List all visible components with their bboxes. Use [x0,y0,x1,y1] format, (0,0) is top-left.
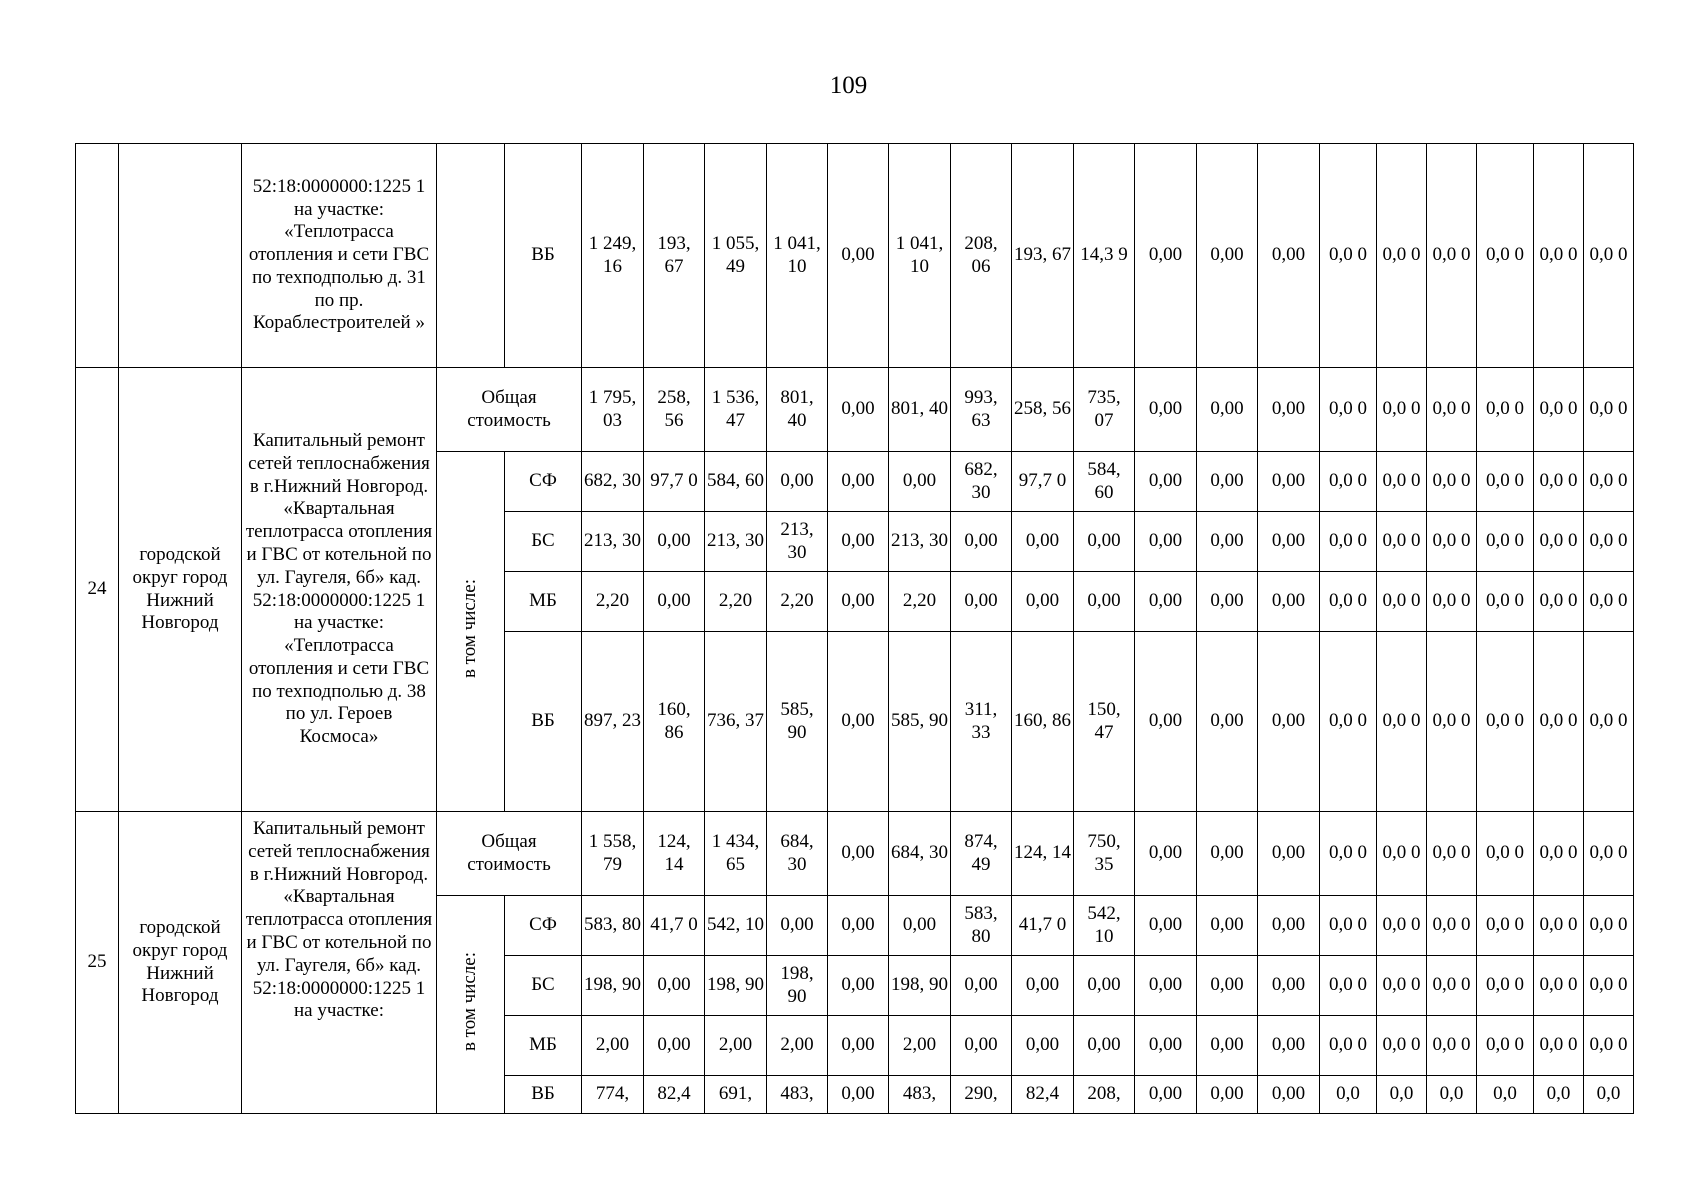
value-cell: 0,0 0 [1320,896,1377,956]
value-cell: 0,00 [1135,144,1197,368]
value-cell: 0,0 0 [1584,572,1634,632]
value-cell: 82,4 [1012,1076,1074,1114]
value-cell: 0,00 [828,812,889,896]
value-cell: 0,00 [1258,368,1320,452]
value-cell: 0,00 [1197,812,1258,896]
value-cell: 1 249, 16 [582,144,644,368]
value-cell: 0,0 0 [1377,512,1427,572]
value-cell: 0,00 [828,896,889,956]
value-cell: 0,0 0 [1534,144,1584,368]
municipality: городской округ город Нижний Новгород [119,368,242,812]
value-cell: 0,0 [1477,1076,1534,1114]
value-cell: 0,0 0 [1477,144,1534,368]
value-cell: 2,00 [705,1016,767,1076]
value-cell: 0,0 0 [1534,812,1584,896]
value-cell: 0,0 0 [1427,956,1477,1016]
value-cell: 0,0 0 [1320,632,1377,812]
value-cell: 0,0 0 [1477,512,1534,572]
funding-source-label: СФ [505,896,582,956]
value-cell: 2,20 [705,572,767,632]
value-cell: 0,0 0 [1377,896,1427,956]
value-cell: 0,00 [1135,896,1197,956]
total-cost-label: Общая стоимость [437,368,582,452]
value-cell: 258, 56 [644,368,705,452]
value-cell: 0,0 0 [1320,452,1377,512]
value-cell: 897, 23 [582,632,644,812]
value-cell: 0,00 [1074,512,1135,572]
funding-source-label: ВБ [505,1076,582,1114]
value-cell: 0,00 [828,1016,889,1076]
value-cell: 0,0 0 [1534,368,1584,452]
row-number [76,144,119,368]
table-row-total [76,368,1634,452]
value-cell: 684, 30 [767,812,828,896]
value-cell: 0,00 [1197,632,1258,812]
value-cell: 585, 90 [767,632,828,812]
value-cell: 1 536, 47 [705,368,767,452]
value-cell: 198, 90 [582,956,644,1016]
value-cell: 0,00 [1012,956,1074,1016]
value-cell: 258, 56 [1012,368,1074,452]
value-cell: 0,0 0 [1477,452,1534,512]
municipality: городской округ город Нижний Новгород [119,812,242,1114]
value-cell: 97,7 0 [644,452,705,512]
municipality [119,144,242,368]
value-cell: 213, 30 [767,512,828,572]
value-cell: 0,00 [951,572,1012,632]
value-cell: 0,00 [828,368,889,452]
value-cell: 41,7 0 [644,896,705,956]
value-cell: 0,0 0 [1534,632,1584,812]
value-cell: 0,00 [1258,1076,1320,1114]
value-cell: 801, 40 [889,368,951,452]
value-cell: 0,0 0 [1534,956,1584,1016]
value-cell: 0,0 0 [1477,1016,1534,1076]
value-cell: 0,00 [1012,572,1074,632]
value-cell: 0,00 [828,144,889,368]
value-cell: 0,0 0 [1377,572,1427,632]
value-cell: 1 041, 10 [889,144,951,368]
value-cell: 0,0 0 [1320,956,1377,1016]
value-cell: 0,0 0 [1534,1016,1584,1076]
project-description: 52:18:0000000:1225 1 на участке: «Теплотрасса отопления и сети ГВС по техподполью д. 31 по пр. Кораблестроителей » [242,144,437,368]
value-cell: 0,0 0 [1320,368,1377,452]
value-cell: 0,00 [1197,1016,1258,1076]
value-cell: 198, 90 [767,956,828,1016]
value-cell: 0,00 [1135,368,1197,452]
value-cell: 0,0 0 [1534,896,1584,956]
value-cell: 0,00 [767,896,828,956]
value-cell: 0,00 [1258,512,1320,572]
value-cell: 993, 63 [951,368,1012,452]
funding-source-label: МБ [505,1016,582,1076]
value-cell: 0,00 [644,956,705,1016]
funding-source-label: СФ [505,452,582,512]
value-cell: 736, 37 [705,632,767,812]
value-cell: 0,00 [1135,572,1197,632]
row-number: 24 [76,368,119,812]
value-cell: 0,0 0 [1320,1016,1377,1076]
value-cell: 0,0 [1427,1076,1477,1114]
in-that-number-label [437,896,505,1114]
value-cell: 97,7 0 [1012,452,1074,512]
value-cell: 0,0 0 [1377,368,1427,452]
funding-table [75,143,1634,1114]
value-cell: 193, 67 [644,144,705,368]
value-cell: 0,0 0 [1584,144,1634,368]
value-cell: 0,0 0 [1427,144,1477,368]
value-cell: 0,00 [644,572,705,632]
value-cell: 0,0 0 [1377,452,1427,512]
value-cell: 684, 30 [889,812,951,896]
value-cell: 0,00 [1135,1076,1197,1114]
value-cell: 0,0 0 [1534,572,1584,632]
value-cell: 0,00 [1258,896,1320,956]
value-cell: 0,0 0 [1377,632,1427,812]
value-cell: 1 055, 49 [705,144,767,368]
value-cell: 0,0 0 [1427,1016,1477,1076]
in-that-number-text: в том числе: [459,578,481,678]
value-cell: 583, 80 [951,896,1012,956]
value-cell: 0,0 0 [1477,632,1534,812]
value-cell: 0,0 [1534,1076,1584,1114]
value-cell: 0,0 0 [1377,1016,1427,1076]
value-cell: 0,00 [1135,452,1197,512]
value-cell: 0,00 [951,512,1012,572]
value-cell: 0,0 0 [1320,572,1377,632]
value-cell: 542, 10 [1074,896,1135,956]
value-cell: 0,00 [828,632,889,812]
value-cell: 0,00 [1197,956,1258,1016]
value-cell: 0,00 [1012,1016,1074,1076]
value-cell: 0,00 [1074,572,1135,632]
in-that-number-label [437,452,505,812]
funding-source-label: БС [505,512,582,572]
value-cell: 0,00 [828,1076,889,1114]
value-cell: 0,00 [828,452,889,512]
value-cell: 1 558, 79 [582,812,644,896]
value-cell: 0,00 [644,512,705,572]
value-cell: 0,0 0 [1477,812,1534,896]
value-cell: 2,00 [582,1016,644,1076]
table-row-total [76,812,1634,896]
value-cell: 735, 07 [1074,368,1135,452]
value-cell: 0,00 [1135,956,1197,1016]
value-cell: 583, 80 [582,896,644,956]
value-cell: 213, 30 [705,512,767,572]
value-cell: 584, 60 [705,452,767,512]
value-cell: 41,7 0 [1012,896,1074,956]
value-cell: 0,00 [1197,368,1258,452]
value-cell: 483, [889,1076,951,1114]
value-cell: 0,0 0 [1427,812,1477,896]
value-cell: 124, 14 [644,812,705,896]
value-cell: 682, 30 [951,452,1012,512]
value-cell: 2,00 [767,1016,828,1076]
value-cell: 0,0 0 [1477,956,1534,1016]
value-cell: 0,0 0 [1584,632,1634,812]
value-cell: 0,00 [1197,512,1258,572]
value-cell: 0,0 0 [1377,956,1427,1016]
value-cell: 1 434, 65 [705,812,767,896]
value-cell: 750, 35 [1074,812,1135,896]
value-cell: 213, 30 [582,512,644,572]
value-cell: 0,00 [1258,632,1320,812]
value-cell: 0,00 [1258,144,1320,368]
value-cell: 0,0 0 [1377,812,1427,896]
value-cell: 2,20 [767,572,828,632]
value-cell: 0,00 [1197,452,1258,512]
total-cost-label: Общая стоимость [437,812,582,896]
value-cell: 1 041, 10 [767,144,828,368]
value-cell: 0,0 0 [1534,512,1584,572]
empty-cell [437,144,505,368]
value-cell: 311, 33 [951,632,1012,812]
value-cell: 2,20 [582,572,644,632]
funding-source-label: БС [505,956,582,1016]
value-cell: 213, 30 [889,512,951,572]
value-cell: 0,0 0 [1584,512,1634,572]
value-cell: 682, 30 [582,452,644,512]
value-cell: 0,0 [1320,1076,1377,1114]
value-cell: 0,00 [1012,512,1074,572]
value-cell: 0,0 0 [1427,896,1477,956]
value-cell: 0,0 0 [1584,1016,1634,1076]
value-cell: 0,00 [889,452,951,512]
value-cell: 774, [582,1076,644,1114]
project-description: Капитальный ремонт сетей теплоснабжения в г.Нижний Новгород. «Квартальная теплотрасса отопления и ГВС от котельной по ул. Гаугеля, 6б» кад. 52:18:0000000:1225 1 на участке: [242,812,437,1114]
value-cell: 0,00 [1258,1016,1320,1076]
value-cell: 874, 49 [951,812,1012,896]
value-cell: 801, 40 [767,368,828,452]
funding-source-label: ВБ [505,144,582,368]
value-cell: 0,0 0 [1584,368,1634,452]
value-cell: 0,0 0 [1477,572,1534,632]
value-cell: 0,00 [828,572,889,632]
value-cell: 0,0 0 [1477,896,1534,956]
value-cell: 0,0 0 [1377,144,1427,368]
in-that-number-text: в том числе: [459,951,481,1051]
value-cell: 585, 90 [889,632,951,812]
value-cell: 0,0 0 [1584,896,1634,956]
value-cell: 150, 47 [1074,632,1135,812]
value-cell: 0,00 [767,452,828,512]
funding-source-label: ВБ [505,632,582,812]
value-cell: 0,0 [1584,1076,1634,1114]
value-cell: 0,00 [1135,1016,1197,1076]
value-cell: 0,00 [828,956,889,1016]
value-cell: 0,0 0 [1320,512,1377,572]
value-cell: 0,0 0 [1534,452,1584,512]
value-cell: 0,0 0 [1320,812,1377,896]
value-cell: 584, 60 [1074,452,1135,512]
value-cell: 0,00 [1135,632,1197,812]
value-cell: 208, 06 [951,144,1012,368]
value-cell: 2,20 [889,572,951,632]
value-cell: 2,00 [889,1016,951,1076]
table-row [76,144,1634,368]
value-cell: 691, [705,1076,767,1114]
value-cell: 198, 90 [705,956,767,1016]
value-cell: 0,0 0 [1427,632,1477,812]
value-cell: 0,0 0 [1584,812,1634,896]
value-cell: 0,00 [1258,956,1320,1016]
value-cell: 160, 86 [1012,632,1074,812]
value-cell: 124, 14 [1012,812,1074,896]
value-cell: 0,00 [1258,572,1320,632]
value-cell: 0,0 0 [1427,368,1477,452]
value-cell: 0,00 [828,512,889,572]
value-cell: 0,00 [889,896,951,956]
page-number: 109 [829,72,868,99]
value-cell: 0,00 [1197,896,1258,956]
value-cell: 0,00 [1135,812,1197,896]
value-cell: 0,00 [1258,452,1320,512]
value-cell: 0,0 0 [1584,452,1634,512]
value-cell: 198, 90 [889,956,951,1016]
project-description: Капитальный ремонт сетей теплоснабжения в г.Нижний Новгород. «Квартальная теплотрасса отопления и ГВС от котельной по ул. Гаугеля, 6б» кад. 52:18:0000000:1225 1 на участке: «Теплотрасса отопления и сети ГВС по техподполью д. 38 по ул. Героев Космоса» [242,368,437,812]
value-cell: 0,0 0 [1320,144,1377,368]
value-cell: 0,00 [951,956,1012,1016]
value-cell: 0,0 0 [1427,452,1477,512]
value-cell: 82,4 [644,1076,705,1114]
value-cell: 0,0 0 [1427,512,1477,572]
value-cell: 0,00 [1074,1016,1135,1076]
value-cell: 0,0 0 [1584,956,1634,1016]
value-cell: 0,00 [1135,512,1197,572]
value-cell: 0,00 [1197,572,1258,632]
value-cell: 193, 67 [1012,144,1074,368]
value-cell: 160, 86 [644,632,705,812]
value-cell: 0,00 [1197,1076,1258,1114]
value-cell: 0,0 0 [1427,572,1477,632]
value-cell: 14,3 9 [1074,144,1135,368]
value-cell: 0,00 [1258,812,1320,896]
value-cell: 0,00 [1074,956,1135,1016]
value-cell: 1 795, 03 [582,368,644,452]
row-number: 25 [76,812,119,1114]
value-cell: 0,0 [1377,1076,1427,1114]
value-cell: 483, [767,1076,828,1114]
value-cell: 542, 10 [705,896,767,956]
value-cell: 0,00 [1197,144,1258,368]
value-cell: 0,00 [951,1016,1012,1076]
value-cell: 0,0 0 [1477,368,1534,452]
funding-source-label: МБ [505,572,582,632]
value-cell: 208, [1074,1076,1135,1114]
value-cell: 0,00 [644,1016,705,1076]
value-cell: 290, [951,1076,1012,1114]
